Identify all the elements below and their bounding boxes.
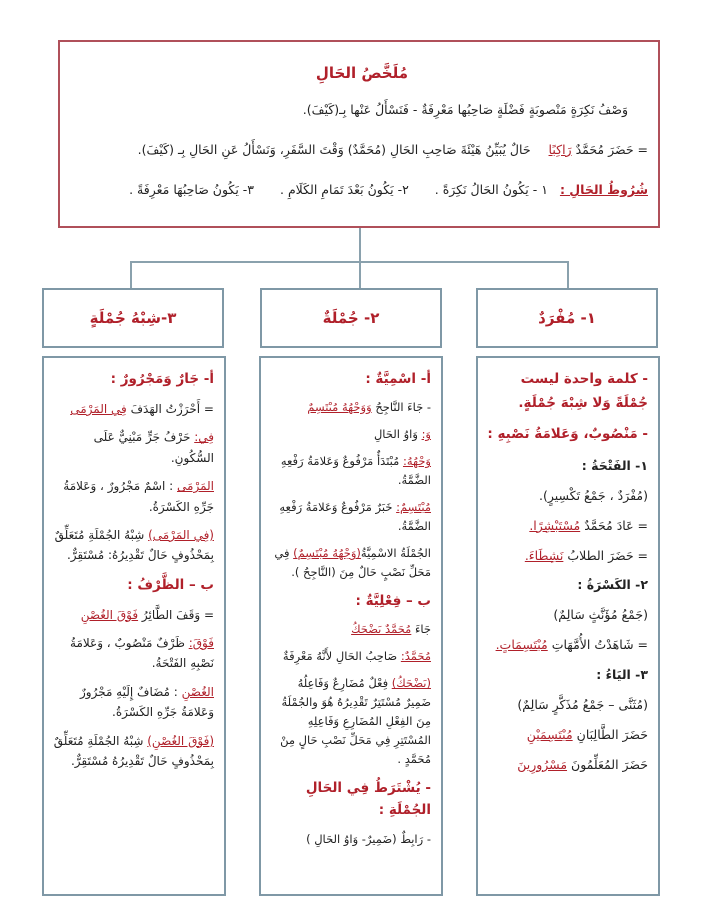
shibh-fil-marma xyxy=(52,525,214,566)
jumla-filiyya: ب – فِعْلِيَّةٌ : xyxy=(355,593,431,610)
mufrad-yaa: ٣- اليَاءُ : xyxy=(596,667,648,682)
jumla-ismiyya: أ- اسْمِيَّةٌ : xyxy=(365,371,431,387)
term-explain: : اسْمٌ مَجْرُورٌ ، وَعَلامَةُ جَرِّهِ الكَسْرَةُ. xyxy=(63,479,214,514)
header-mufrad: ١- مُفْرَدٌ xyxy=(476,288,658,348)
example-text: = أَحْرَزْتُ الهَدَفَ xyxy=(130,401,214,416)
term: مُبْتَسِمٌ: xyxy=(396,500,431,515)
example-text: = حَضَرَ الطلابُ xyxy=(567,547,648,563)
term-explain: حَرْفُ جَرٍّ مَبْنِيٌّ عَلَى السُّكُونِ. xyxy=(93,430,214,465)
jumla-yadhak xyxy=(269,674,431,769)
example-hal: فِي المَرْمَى xyxy=(70,401,127,416)
jumla-mubtasim xyxy=(269,498,431,536)
mufrad-fatha-types: (مُفْرَدٌ ، جَمْعُ تَكْسِيرٍ). xyxy=(539,487,648,503)
connector-right xyxy=(567,261,569,288)
mufrad-kasra-type: (جَمْعُ مُؤَنَّثٍ سَالِمٌ) xyxy=(553,607,648,623)
shibh-zarf: ب – الظَّرْفُ : xyxy=(127,576,214,593)
shibh-example-1 xyxy=(52,399,214,419)
mufrad-example-5 xyxy=(486,754,648,776)
jumla-waw xyxy=(269,425,431,444)
term-explain: فِعْلٌ مُضَارِعٌ وَفَاعِلُهُ ضَمِيرٌ مُسْتَتِرٌ تَقْدِيرُهُ هُوَ والجُمْلَةُ مِنَ الفِعْلِ المُضَارِعِ وَفَاعِلِهِ المُسْتَتِرِ فِي مَحَلِّ نَصْبِ حَالٍ مِنْ مُحَمَّدٍ . xyxy=(280,676,431,767)
term-explain: شِبْهُ الجُمْلَةِ مُتَعَلِّقٌ بِمَحْذُوفٍ حَالٌ تَقْدِيرُهُ: مُسْتَقِرٌّ. xyxy=(54,527,214,563)
example-text: = وَقَفَ الطَّائِرُ xyxy=(141,607,214,622)
example-prefix: = حَضَرَ مُحَمَّدٌ xyxy=(575,142,648,157)
example-hal: وَوَجْهُهُ مُبْتَسِمٌ xyxy=(307,400,372,415)
summary-definition: وَصْفُ نَكِرَةٍ مَنْصوبَةٍ فَضْلَةٍ صَاحِبُها مَعْرِفَةٌ - فَنَسْأَلُ عَنْها بِـ(كَيْفَ). xyxy=(302,102,628,117)
jumla-example-2 xyxy=(269,620,431,639)
jumla-ismiyya-mahall xyxy=(269,544,431,582)
mufrad-example-2 xyxy=(486,545,648,567)
example-hal: مَسْرُورِينَ xyxy=(517,756,568,772)
example-hal: مُبْتَسِمَيْنِ xyxy=(526,726,573,742)
term-explain: : مُضَافٌ إِلَيْهِ مَجْرُورٌ وَعَلامَةُ جَرِّهِ الكَسْرَةُ. xyxy=(79,684,214,720)
term: مُحَمَّدٌ: xyxy=(400,649,431,664)
shibh-fi xyxy=(52,427,214,468)
summary-box xyxy=(58,40,660,228)
connector-horizontal xyxy=(130,261,568,263)
mufrad-example-4 xyxy=(486,724,648,746)
jumla-condition: - يُشْتَرَطُ فِي الحَالِ الجُمْلَةِ : xyxy=(305,780,431,819)
shibh-ghusn xyxy=(52,682,214,723)
example-hal: نَشِطَاءَ. xyxy=(524,547,564,563)
example-note: حَالٌ يُبَيِّنُ هَيْئَةَ صَاحِبِ الحَالِ (مُحَمَّدٌ) وَقْتَ السَّفَرِ، وَنَسْأَلُ عَنِ الحَالِ بِـ (كَيْفَ). xyxy=(137,142,531,157)
condition-3: ٣- يَكُونُ صَاحِبُهَا مَعْرِفَةً . xyxy=(129,182,255,197)
example-hal: مُسْتَبْشِرًا. xyxy=(529,517,581,533)
column-mufrad xyxy=(476,356,660,896)
term-explain: شِبْهُ الجُمْلَةِ مُتَعَلِّقٌ بِمَحْذُوفٍ حَالٌ تَقْدِيرُهُ مُسْتَقِرٌّ. xyxy=(53,733,214,768)
term: (فِي المَرْمَى) xyxy=(148,527,214,542)
term: (فَوْقَ الغُصْنِ) xyxy=(147,733,214,748)
term: فِي: xyxy=(194,430,214,445)
connector-left xyxy=(130,261,132,288)
jumla-muhammad xyxy=(269,647,431,666)
term: وَجْهُهُ: xyxy=(402,454,431,469)
mufrad-definition: - كلمة واحدة ليست جُمْلَةً وَلا شِبْهَ جُمْلَةٍ. xyxy=(518,371,648,411)
term-explain: صَاحِبُ الحَالِ لأَنَّهُ مَعْرِفَةٌ xyxy=(282,649,398,664)
example-text: = عَادَ مُحَمَّدٌ xyxy=(584,517,648,533)
example-text: - جَاءَ النَّاجِحُ xyxy=(375,400,431,415)
example-text: حَضَرَ المُعَلِّمُونَ xyxy=(571,756,648,772)
jumla-wajhuhu xyxy=(269,452,431,490)
example-text: حَضَرَ الطَّالِبَانِ xyxy=(576,726,648,742)
example-text: جَاءَ xyxy=(414,622,431,637)
connector-middle xyxy=(359,261,361,288)
term-explain: خَبَرٌ مَرْفُوعٌ وَعَلامَةُ رَفْعِهِ الضَّمَّةُ. xyxy=(279,500,431,534)
summary-example xyxy=(138,142,648,157)
jumla-rabit: - رَابِطٌ (ضَمِيرٌ- وَاوُ الحَالِ ) xyxy=(306,831,431,846)
term-explain: ظَرْفٌ مَنْصُوبٌ ، وَعَلامَةُ نَصْبِهِ الفَتْحَةُ. xyxy=(70,636,214,671)
mufrad-kasra: ٢- الكَسْرَةُ : xyxy=(577,577,648,593)
column-shibh-jumla xyxy=(42,356,226,896)
term-explain: وَاوُ الحَالِ xyxy=(373,427,418,442)
term-explain: الجُمْلَةُ الاسْمِيَّةُ xyxy=(360,546,431,561)
header-jumla: ٢- جُمْلَةٌ xyxy=(260,288,442,348)
term: (وَجْهُهُ مُبْتَسِمٌ) xyxy=(293,546,361,561)
term: فَوْقَ: xyxy=(188,636,214,650)
column-jumla xyxy=(259,356,443,896)
mufrad-nasb: - مَنْصُوبٌ، وَعَلامَةُ نَصْبِهِ : xyxy=(487,426,648,443)
shibh-example-2 xyxy=(52,605,214,625)
mufrad-example-1 xyxy=(486,515,648,537)
condition-2: ٢- يَكُونُ بَعْدَ تَمَامِ الكَلَامِ . xyxy=(280,182,409,197)
header-shibh-jumla: ٣-شِبْهُ جُمْلَةٍ xyxy=(42,288,224,348)
mufrad-yaa-types: (مُثَنَّى – جَمْعُ مُذَكَّرٍ سَالِمٌ) xyxy=(517,696,648,712)
term: (يَضْحَكُ) xyxy=(391,676,431,691)
shibh-fawqa xyxy=(52,633,214,674)
summary-conditions xyxy=(129,182,648,197)
example-hal: مُبْتَسِمَاتٍ. xyxy=(495,637,548,653)
example-hal: فَوْقَ الغُصْنِ xyxy=(80,607,139,622)
term: المَرْمَى xyxy=(177,479,214,494)
mufrad-example-3 xyxy=(486,634,648,656)
example-hal: مُحَمَّدٌ يَضْحَكُ xyxy=(351,622,412,637)
shibh-jar-majrur: أ- جَارٌ وَمَجْرُورٌ : xyxy=(110,371,214,387)
shibh-marma xyxy=(52,476,214,517)
condition-1: ١ - يَكُونُ الحَالُ نَكِرَةً . xyxy=(434,182,548,197)
example-text: = شَاهَدْتُ الأُمَّهَاتِ xyxy=(551,637,648,653)
term-explain: مُبْتَدَأٌ مَرْفُوعٌ وَعَلامَةُ رَفْعِهِ الضَّمَّةُ. xyxy=(280,454,431,488)
summary-title: مُلَخَّصُ الحَالِ xyxy=(315,64,408,82)
mufrad-fatha: ١- الفَتْحَةُ : xyxy=(581,457,648,473)
example-word: رَاكِبًا xyxy=(548,142,572,157)
term-explain: فِي مَحَلِّ نَصْبٍ حَالٌ مِنَ (النَّاجِحُ ). xyxy=(274,546,431,580)
jumla-example-1 xyxy=(269,398,431,417)
term: الغُصْنِ xyxy=(181,684,214,699)
shibh-fawqal-ghusn xyxy=(52,731,214,772)
term: وَ: xyxy=(421,427,431,442)
connector-vertical-top xyxy=(359,228,361,262)
conditions-label: شُرُوطُ الحَالِ : xyxy=(559,182,648,197)
